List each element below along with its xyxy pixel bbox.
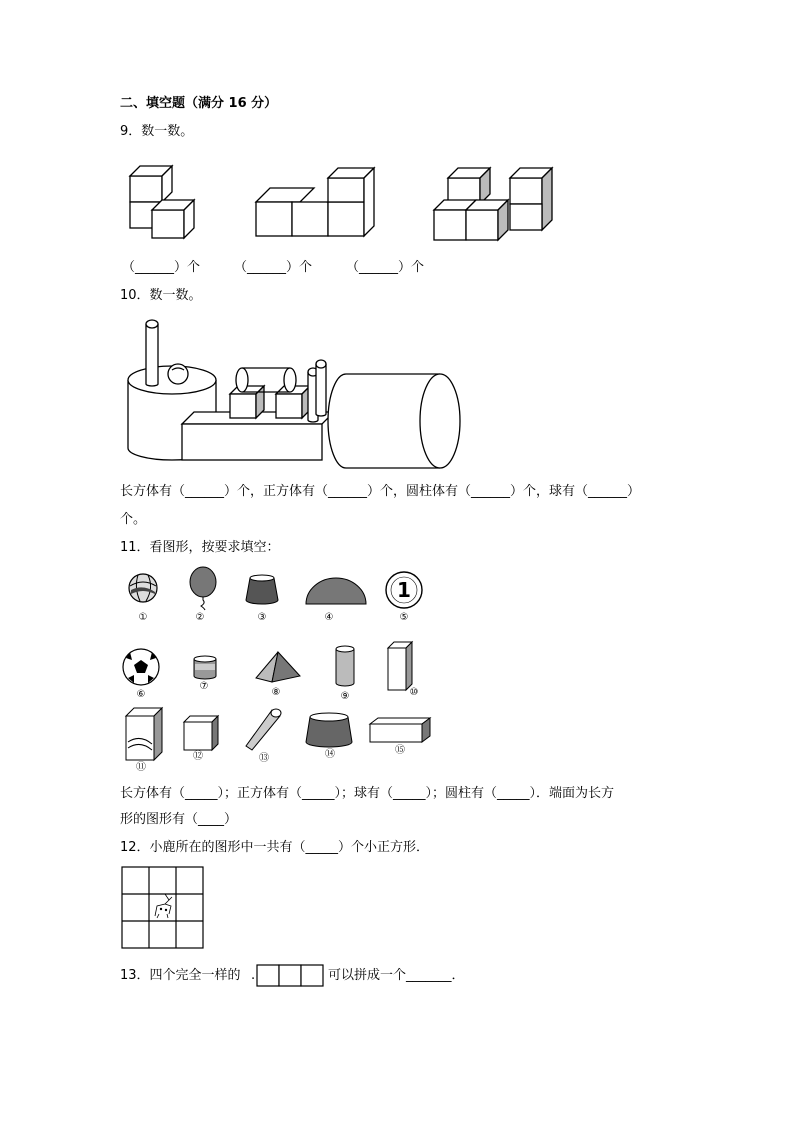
q13-prefix: 13．四个完全一样的 — [120, 968, 241, 983]
shape-label-10: ⑩ — [409, 687, 419, 698]
q9-answer-2[interactable]: （______）个 — [234, 260, 313, 275]
coin-numeral: 1 — [397, 578, 411, 602]
q9-answer-3[interactable]: （______）个 — [346, 260, 425, 275]
q13-suffix[interactable]: 可以拼成一个_______． — [328, 968, 465, 983]
shape-13-rod — [242, 706, 284, 754]
shape-6-soccer-ball — [122, 648, 160, 686]
q10-line-2: 个。 — [120, 512, 147, 527]
shape-label-12: ⑫ — [193, 751, 203, 762]
shape-8-pyramid — [254, 650, 302, 684]
shape-label-14: ⑭ — [325, 749, 335, 760]
shape-11-carton — [124, 706, 164, 762]
q13-dot: . — [251, 968, 256, 983]
shape-label-6: ⑥ — [136, 689, 146, 700]
shape-label-1: ① — [138, 612, 148, 623]
section-title: 二、填空题（满分 16 分） — [120, 96, 278, 111]
shape-label-7: ⑦ — [199, 681, 209, 692]
shape-label-8: ⑧ — [271, 687, 281, 698]
shape-5-coin — [384, 570, 424, 610]
shape-label-15: ⑮ — [395, 745, 405, 756]
q10-title: 10．数一数。 — [120, 288, 202, 303]
shape-7-jar — [192, 654, 218, 680]
deer-grid — [121, 866, 205, 950]
shape-9-cylinder — [334, 644, 356, 688]
shape-14-frustum — [304, 712, 354, 748]
solids-illustration — [124, 316, 464, 472]
shape-label-5: ⑤ — [399, 612, 409, 623]
shape-label-3: ③ — [257, 612, 267, 623]
q9-title: 9．数一数。 — [120, 124, 194, 139]
q10-line-1[interactable]: 长方体有（______）个，正方体有（______）个，圆柱体有（______）个，球有（______） — [120, 484, 641, 499]
q11-line-1[interactable]: 长方体有（_____）；正方体有（_____）；球有（_____）；圆柱有（_____）．端面为长方 — [120, 786, 615, 801]
shape-label-9: ⑨ — [340, 691, 350, 702]
shape-15-brick — [368, 716, 432, 744]
shape-3-frustum — [246, 574, 278, 604]
q11-title: 11．看图形，按要求填空： — [120, 540, 280, 555]
q12-text[interactable]: 12．小鹿所在的图形中一共有（_____）个小正方形． — [120, 840, 430, 855]
shape-1-ball — [128, 572, 158, 604]
shape-label-4: ④ — [324, 612, 334, 623]
shape-label-2: ② — [195, 612, 205, 623]
cube-figure-3 — [430, 164, 564, 244]
shape-label-13: ⑬ — [259, 753, 269, 764]
shape-4-half-disc — [304, 576, 368, 606]
shape-label-11: ⑪ — [136, 762, 146, 773]
q11-line-2[interactable]: 形的图形有（____） — [120, 812, 238, 827]
q9-answer-1[interactable]: （______）个 — [122, 260, 201, 275]
deer-icon — [155, 894, 172, 918]
cube-figure-2 — [252, 164, 382, 242]
shape-12-cube — [182, 714, 222, 752]
three-squares-strip — [256, 964, 324, 988]
cube-figure-1 — [126, 160, 206, 242]
shape-2-balloon — [188, 566, 218, 610]
shape-10-box — [386, 640, 416, 692]
